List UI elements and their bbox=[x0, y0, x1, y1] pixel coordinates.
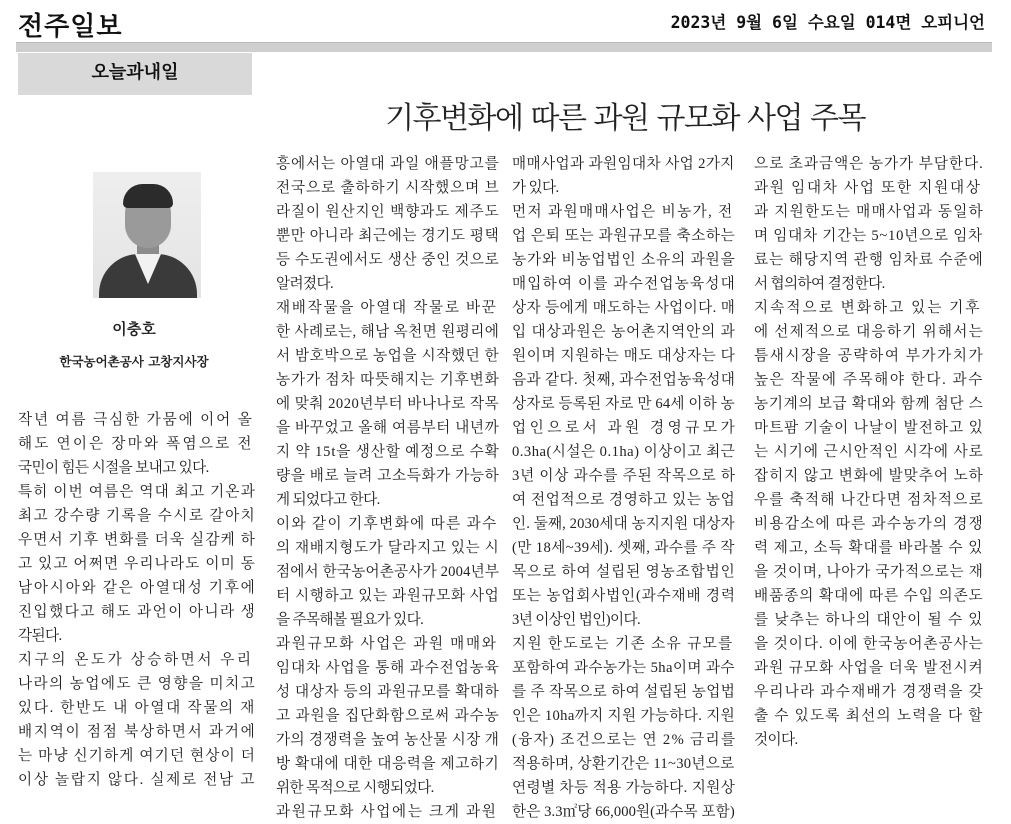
article-line: 는 시기에 근시안적인 시각에 사로 bbox=[754, 444, 984, 460]
article-line: 비용감소에 따른 과수농가의 경쟁 bbox=[754, 516, 984, 532]
article-line: 먼저 과원매매사업은 비농가, 전 bbox=[512, 204, 734, 220]
article-line: 뿐만 아니라 최근에는 경기도 평택 bbox=[276, 228, 500, 244]
article-line: 있다. 한반도 내 아열대 작물의 재 bbox=[18, 700, 257, 716]
article-headline: 기후변화에 따른 과원 규모화 사업 주목 bbox=[385, 101, 865, 136]
article-line: 임대차 사업을 통해 과수전업농육 bbox=[276, 660, 500, 676]
article-line: 농가가 점차 따뜻해지는 기후변화 bbox=[276, 372, 500, 388]
article-line: 터 시행하고 있는 과원규모화 사업 bbox=[276, 588, 500, 604]
article-line: 연령별 차등 적용 가능하다. 지원상 bbox=[512, 780, 736, 796]
article-line: 라질이 원산지인 백향과도 제주도 bbox=[276, 204, 500, 220]
article-line: 이상 놀랍지 않다. 실제로 전남 고 bbox=[18, 772, 257, 788]
article-line: 고 과원을 집단화함으로써 과수농 bbox=[276, 708, 500, 724]
article-line: 농기계의 보급 확대와 함께 첨단 스 bbox=[754, 396, 984, 412]
article-line: 우를 축적해 나간다면 점차적으로 bbox=[754, 492, 984, 508]
writer-title: 한국농어촌공사 고창지사장 bbox=[59, 354, 209, 369]
article-line: 포함하여 과수농가는 5ha이며 과수 bbox=[512, 660, 735, 676]
article-line: 가의 경쟁력을 높여 농산물 시장 개 bbox=[276, 732, 500, 748]
newspaper-masthead: 전주일보 bbox=[18, 12, 123, 42]
article-line: 를 낮추는 하나의 대안이 될 수 있 bbox=[754, 612, 984, 628]
article-line: 서 협의하여 결정한다. bbox=[754, 276, 885, 292]
article-line: 3년 이상 과수를 주된 작목으로 하 bbox=[512, 468, 736, 484]
article-line: 인. 둘째, 2030세대 농지지원 대상자 bbox=[512, 516, 735, 532]
article-line: 며 임대차 기간는 5~10년으로 임차 bbox=[754, 228, 983, 244]
article-column-3 bbox=[512, 152, 739, 824]
article-line: 등 수도권에서도 생산 중인 것으로 bbox=[276, 252, 500, 268]
article-line: 지원 한도로는 기존 소유 규모를 bbox=[512, 636, 734, 652]
article-line: 틈새시장을 공략하여 부가가치가 bbox=[754, 348, 985, 364]
article-line: 을 바꾸었고 올해 여름부터 내년까 bbox=[276, 420, 500, 436]
article-line: 을 것이며, 나아가 국가적으로는 재 bbox=[754, 564, 984, 580]
article-line: 업 은퇴 또는 과원규모를 축소하는 bbox=[512, 228, 736, 244]
article-line: 높은 작물에 주목해야 한다. 과수 bbox=[754, 372, 984, 388]
header-rule bbox=[16, 42, 992, 52]
article-line: 는 마냥 신기하게 여기던 현상이 더 bbox=[18, 748, 256, 764]
article-line: 을 것이다. 이에 한국농어촌공사는 bbox=[754, 636, 984, 652]
article-line: 또는 농업회사법인(과수재배 경력 bbox=[512, 588, 736, 604]
article-line: 량을 배로 늘려 고소득화가 가능하 bbox=[276, 468, 500, 484]
article-line: 지 약 15t을 생산할 예정으로 수확 bbox=[276, 444, 500, 460]
article-line: 력 제고, 소득 확대를 바라볼 수 있 bbox=[754, 540, 984, 556]
article-line: 으로 초과금액은 농가가 부담한다. bbox=[754, 156, 984, 172]
article-line: 우리나라 과수재배가 경쟁력을 갖 bbox=[754, 684, 984, 700]
article-line: 목으로 하여 설립된 영농조합법인 bbox=[512, 564, 736, 580]
article-line: 업인으로서 과원 경영규모가 bbox=[512, 420, 739, 436]
article-line: 에 맞춰 2020년부터 바나나로 작목 bbox=[276, 396, 500, 412]
article-line: 각된다. bbox=[18, 628, 62, 644]
article-line: 0.3ha(시설은 0.1ha) 이상이고 최근 bbox=[512, 444, 736, 460]
article-line: 인은 10ha까지 지원 가능하다. 지원 bbox=[512, 708, 736, 724]
article-line: 국민이 힘든 시절을 보내고 있다. bbox=[18, 460, 209, 476]
article-line: 이와 같이 기후변화에 따른 과수 bbox=[276, 516, 498, 532]
article-line: 점에서 한국농어촌공사가 2004년부 bbox=[276, 564, 500, 580]
article-line: 위한 목적으로 시행되었다. bbox=[276, 780, 434, 796]
article-line: 의 재배지형도가 달라지고 있는 시 bbox=[276, 540, 500, 556]
article-line: 마트팜 기술이 나날이 발전하고 있 bbox=[754, 420, 984, 436]
article-line: 한 사례로는, 해남 옥천면 원평리에 bbox=[276, 324, 500, 340]
article-line: 가 있다. bbox=[512, 180, 559, 196]
article-line: 한은 3.3㎡당 66,000원(과수목 포함) bbox=[512, 804, 735, 820]
writer-photo bbox=[93, 172, 201, 298]
article-line: 을 주목해볼 필요가 있다. bbox=[276, 612, 424, 628]
article-line: 여 전업적으로 경영하고 있는 농업 bbox=[512, 492, 736, 508]
article-line: 진입했다고 해도 과언이 아니라 생 bbox=[18, 604, 257, 620]
writer-name: 이충호 bbox=[112, 320, 156, 338]
article-line: 매입하여 이를 과수전업농육성대 bbox=[512, 276, 736, 292]
article-line: 우면서 기후 변화를 더욱 실감케 하 bbox=[18, 532, 256, 548]
article-line: 배지역이 점점 북상하면서 과거에 bbox=[18, 724, 257, 740]
article-line: 과원 규모화 사업을 더욱 발전시켜 bbox=[754, 660, 984, 676]
article-line: 과원규모화 사업은 과원 매매와 bbox=[276, 636, 498, 652]
article-line: 남아시아와 같은 아열대성 기후에 bbox=[18, 580, 257, 596]
article-column-2 bbox=[276, 152, 498, 824]
article-line: 재배작물을 아열대 작물로 바꾼 bbox=[276, 300, 498, 316]
article-line: 서 밤호박으로 농업을 시작했던 한 bbox=[276, 348, 500, 364]
article-line: 배품종의 확대에 따른 수입 의존도 bbox=[754, 588, 984, 604]
issue-dateline: 2023년 9월 6일 수요일 014면 오피니언 bbox=[670, 13, 985, 32]
article-line: 전국으로 출하하기 시작했으며 브 bbox=[276, 180, 500, 196]
article-line: 상자 등에게 매도하는 사업이다. 매 bbox=[512, 300, 736, 316]
article-line: 음과 같다. 첫째, 과수전업농육성대 bbox=[512, 372, 736, 388]
article-line: 잡히지 않고 변화에 발맞추어 노하 bbox=[754, 468, 984, 484]
article-line: 과원 임대차 사업 또한 지원대상 bbox=[754, 180, 982, 196]
article-column-1 bbox=[18, 408, 257, 792]
article-line: 출 수 있도록 최선의 노력을 다 할 bbox=[754, 708, 984, 724]
article-line: 를 주 작목으로 하여 설립된 농업법 bbox=[512, 684, 736, 700]
article-line: 지속적으로 변화하고 있는 기후 bbox=[754, 300, 982, 316]
article-line: 매매사업과 과원임대차 사업 2가지 bbox=[512, 156, 735, 172]
article-line: 입 대상과원은 농어촌지역안의 과 bbox=[512, 324, 736, 340]
article-column-4 bbox=[754, 152, 985, 752]
article-line: 흥에서는 아열대 과일 애플망고를 bbox=[276, 156, 500, 172]
article-line: 방 확대에 대한 대응력을 제고하기 bbox=[276, 756, 500, 772]
article-line: 3년 이상인 법인)이다. bbox=[512, 612, 641, 628]
article-line: 성 대상자 등의 과원규모를 확대하 bbox=[276, 684, 500, 700]
article-line: 알려졌다. bbox=[276, 276, 334, 292]
article-line: 게 되었다고 한다. bbox=[276, 492, 380, 508]
article-line: 나라의 농업에도 큰 영향을 미치고 bbox=[18, 676, 257, 692]
article-line: 지구의 온도가 상승하면서 우리 bbox=[18, 652, 254, 668]
article-line: (융자) 조건으로는 연 2% 금리를 bbox=[512, 732, 737, 748]
article-line: 농가와 비농업법인 소유의 과원을 bbox=[512, 252, 736, 268]
article-line: 최고 강수량 기록을 수시로 갈아치 bbox=[18, 508, 257, 524]
article-line: 특히 이번 여름은 역대 최고 기온과 bbox=[18, 484, 256, 500]
article-line: 고 있고 어쩌면 우리나라도 이미 동 bbox=[18, 556, 256, 572]
article-line: 에 선제적으로 대응하기 위해서는 bbox=[754, 324, 984, 340]
article-line: (만 18세~39세). 셋째, 과수를 주 작 bbox=[512, 540, 735, 556]
article-line: 원이며 지원하는 매도 대상자는 다 bbox=[512, 348, 736, 364]
article-line: 료는 해당지역 관행 임차료 수준에 bbox=[754, 252, 984, 268]
article-line: 상자로 등록된 자로 만 64세 이하 농 bbox=[512, 396, 735, 412]
article-line: 것이다. bbox=[754, 732, 798, 748]
article-line: 과원규모화 사업에는 크게 과원 bbox=[276, 804, 498, 820]
article-line: 과 지원한도는 매매사업과 동일하 bbox=[754, 204, 984, 220]
article-line: 작년 여름 극심한 가뭄에 이어 올 bbox=[18, 412, 254, 428]
column-section-label: 오늘과내일 bbox=[18, 53, 252, 95]
article-line: 해도 연이은 장마와 폭염으로 전 bbox=[18, 436, 254, 452]
article-line: 적용하며, 상환기간은 11~30년으로 bbox=[512, 756, 735, 772]
